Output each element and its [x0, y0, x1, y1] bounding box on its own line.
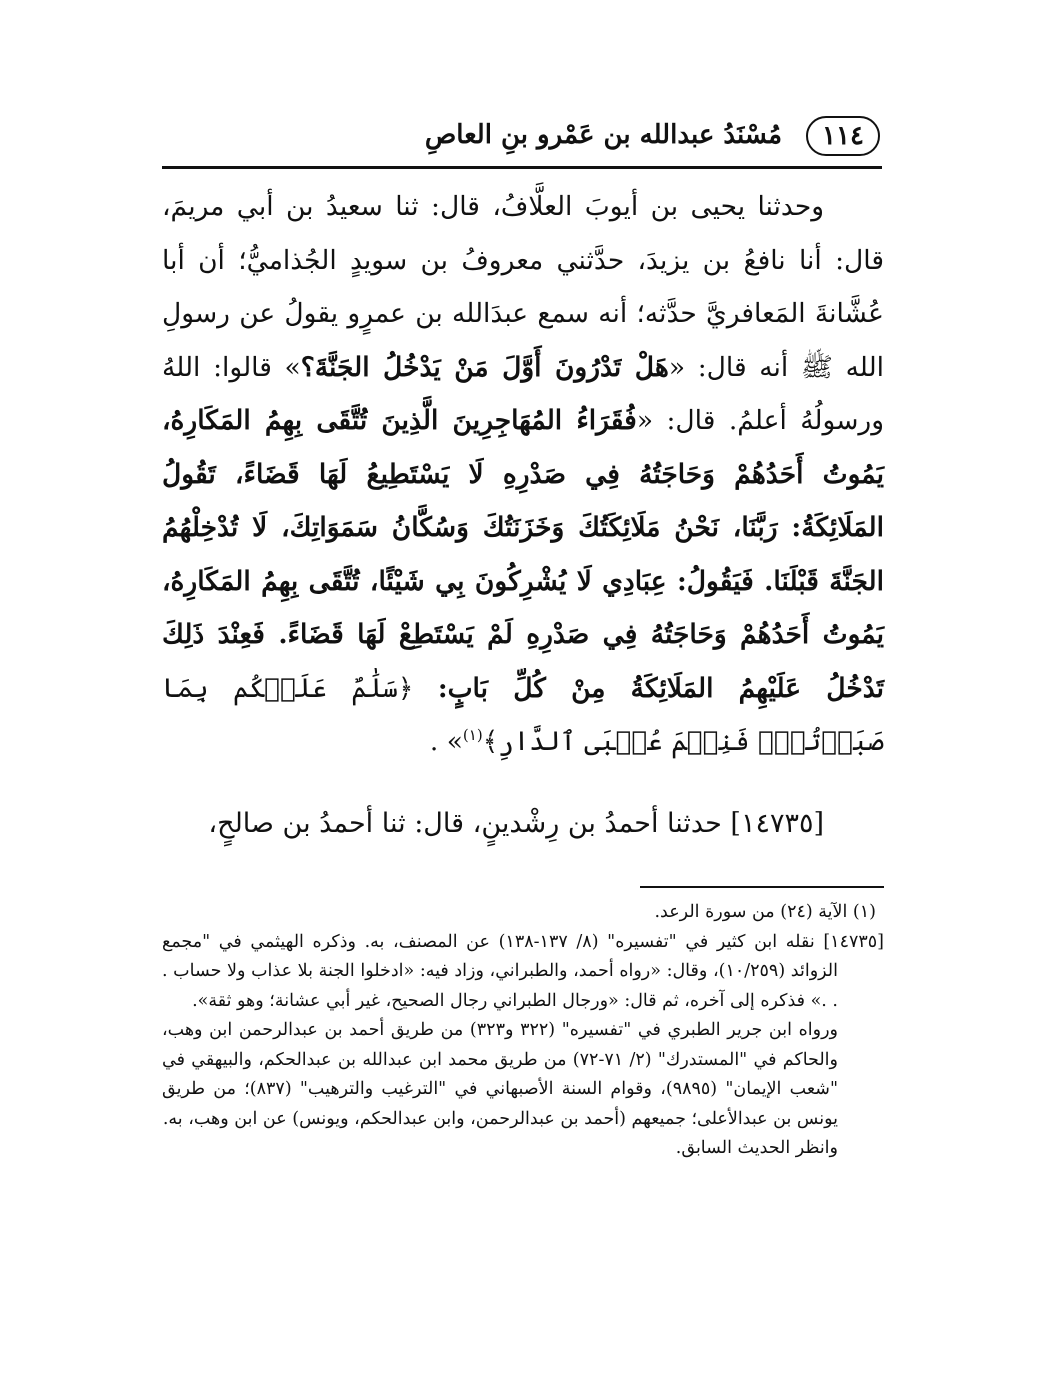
entry-text: حدثنا أحمدُ بن رِشْدينٍ، قال: ثنا أحمدُ بن صالحٍ،	[208, 808, 722, 839]
footnote-2	[162, 928, 884, 1017]
running-title: مُسْنَدُ عبدالله بن عَمْرو بنِ العاصِ	[424, 120, 782, 150]
hadith-body	[162, 180, 884, 769]
narration-text-2: » قالوا: اللهُ ورسولُهُ أعلمُ. قال: «	[162, 351, 884, 436]
footnote-2-continued: ورواه ابن جرير الطبري في "تفسيره" (٣٢٢ و٣٢٣) من طريق أحمد بن عبدالرحمن ابن وهب، والحاكم في "المستدرك" (٢/ ٧١-٧٢) من طريق محمد ابن عبدالله بن عبدالحكم، والبيهقي في "شعب الإيمان" (٩٨٩٥)، وقوام السنة الأصبهاني في "الترغيب والترهيب" (٨٣٧)؛ من طريق يونس بن عبدالأعلى؛ جميعهم (أحمد بن عبدالرحمن، وابن عبدالحكم، ويونس) عن ابن وهب، به.	[162, 1020, 838, 1129]
narration-text: وحدثنا يحيى بن أيوبَ العلَّافُ، قال: ثنا سعيدُ بن أبي مريمَ، قال: أنا نافعُ بن يزيدَ، حدَّثني معروفُ بن سويدٍ الجُذاميُّ؛ أن أبا عُشَّانةَ المَعافريَّ حدَّثه؛ أنه سمع عبدَالله بن عمرٍو يقولُ عن رسولِ الله ﷺ أنه قال: «	[162, 191, 885, 383]
footnote-rule	[640, 886, 884, 888]
footnote-2-see-also: وانظر الحديث السابق.	[675, 1138, 838, 1158]
entry-number: [١٤٧٣٥]	[730, 808, 824, 839]
footnote-1: (١) الآية (٢٤) من سورة الرعد.	[654, 902, 876, 922]
footnotes	[162, 898, 884, 1164]
footnote-2-text: نقله ابن كثير في "تفسيره" (٨/ ١٣٧-١٣٨) عن المصنف، به. وذكره الهيثمي في "مجمع الزوائد (١٠/٢٥٩)، وقال: «رواه أحمد، والطبراني، وزاد فيه: «ادخلوا الجنة بلا عذاب ولا حساب . . .» فذكره إلى آخره، ثم قال: «ورجال الطبراني رجال الصحيح، غير أبي عشانة؛ وهو ثقة».	[162, 931, 839, 1011]
footnote-marker[interactable]: (١)	[462, 726, 483, 745]
footnote-2-number: [١٤٧٣٥]	[823, 931, 884, 952]
page-number: ١١٤	[806, 116, 880, 156]
quran-verse: ﴿سَلَٰمٌ عَلَيۡكُم بِمَا صَبَرۡتُمۡۚ فَنِعۡمَ عُقۡبَى ٱلدَّارِ﴾	[162, 672, 884, 757]
hadith-paragraph	[162, 180, 884, 769]
hadith-entry	[162, 800, 884, 848]
closing-quote: » .	[429, 726, 463, 757]
prophetic-quote-2: فُقَرَاءُ المُهَاجِرِينَ الَّذِينَ تُتَّقَى بِهِمُ المَكَارِهُ، يَمُوتُ أَحَدُهُمْ وَحَاجَتُهُ فِي صَدْرِهِ لَا يَسْتَطِيعُ لَهَا قَضَاءً، تَقُولُ المَلَائِكَةُ: رَبَّنَا، نَحْنُ مَلَائِكَتُكَ وَخَزَنَتُكَ وَسُكَّانُ سَمَوَاتِكَ، لَا تُدْخِلْهُمُ الجَنَّةَ قَبْلَنَا. فَيَقُولُ: عِبَادِي لَا يُشْرِكُونَ بِي شَيْئًا، تُتَّقَى بِهِمُ المَكَارِهُ، يَمُوتُ أَحَدُهُمْ وَحَاجَتُهُ فِي صَدْرِهِ لَمْ يَسْتَطِعْ لَهَا قَضَاءً. فَعِنْدَ ذَلِكَ تَدْخُلُ عَلَيْهِمُ المَلَائِكَةُ مِنْ كُلِّ بَابٍ:	[162, 405, 884, 704]
page-header	[170, 116, 880, 166]
prophetic-quote-1: هَلْ تَدْرُونَ أَوَّلَ مَنْ يَدْخُلُ الجَنَّةَ؟	[300, 351, 669, 383]
header-rule	[162, 166, 882, 169]
